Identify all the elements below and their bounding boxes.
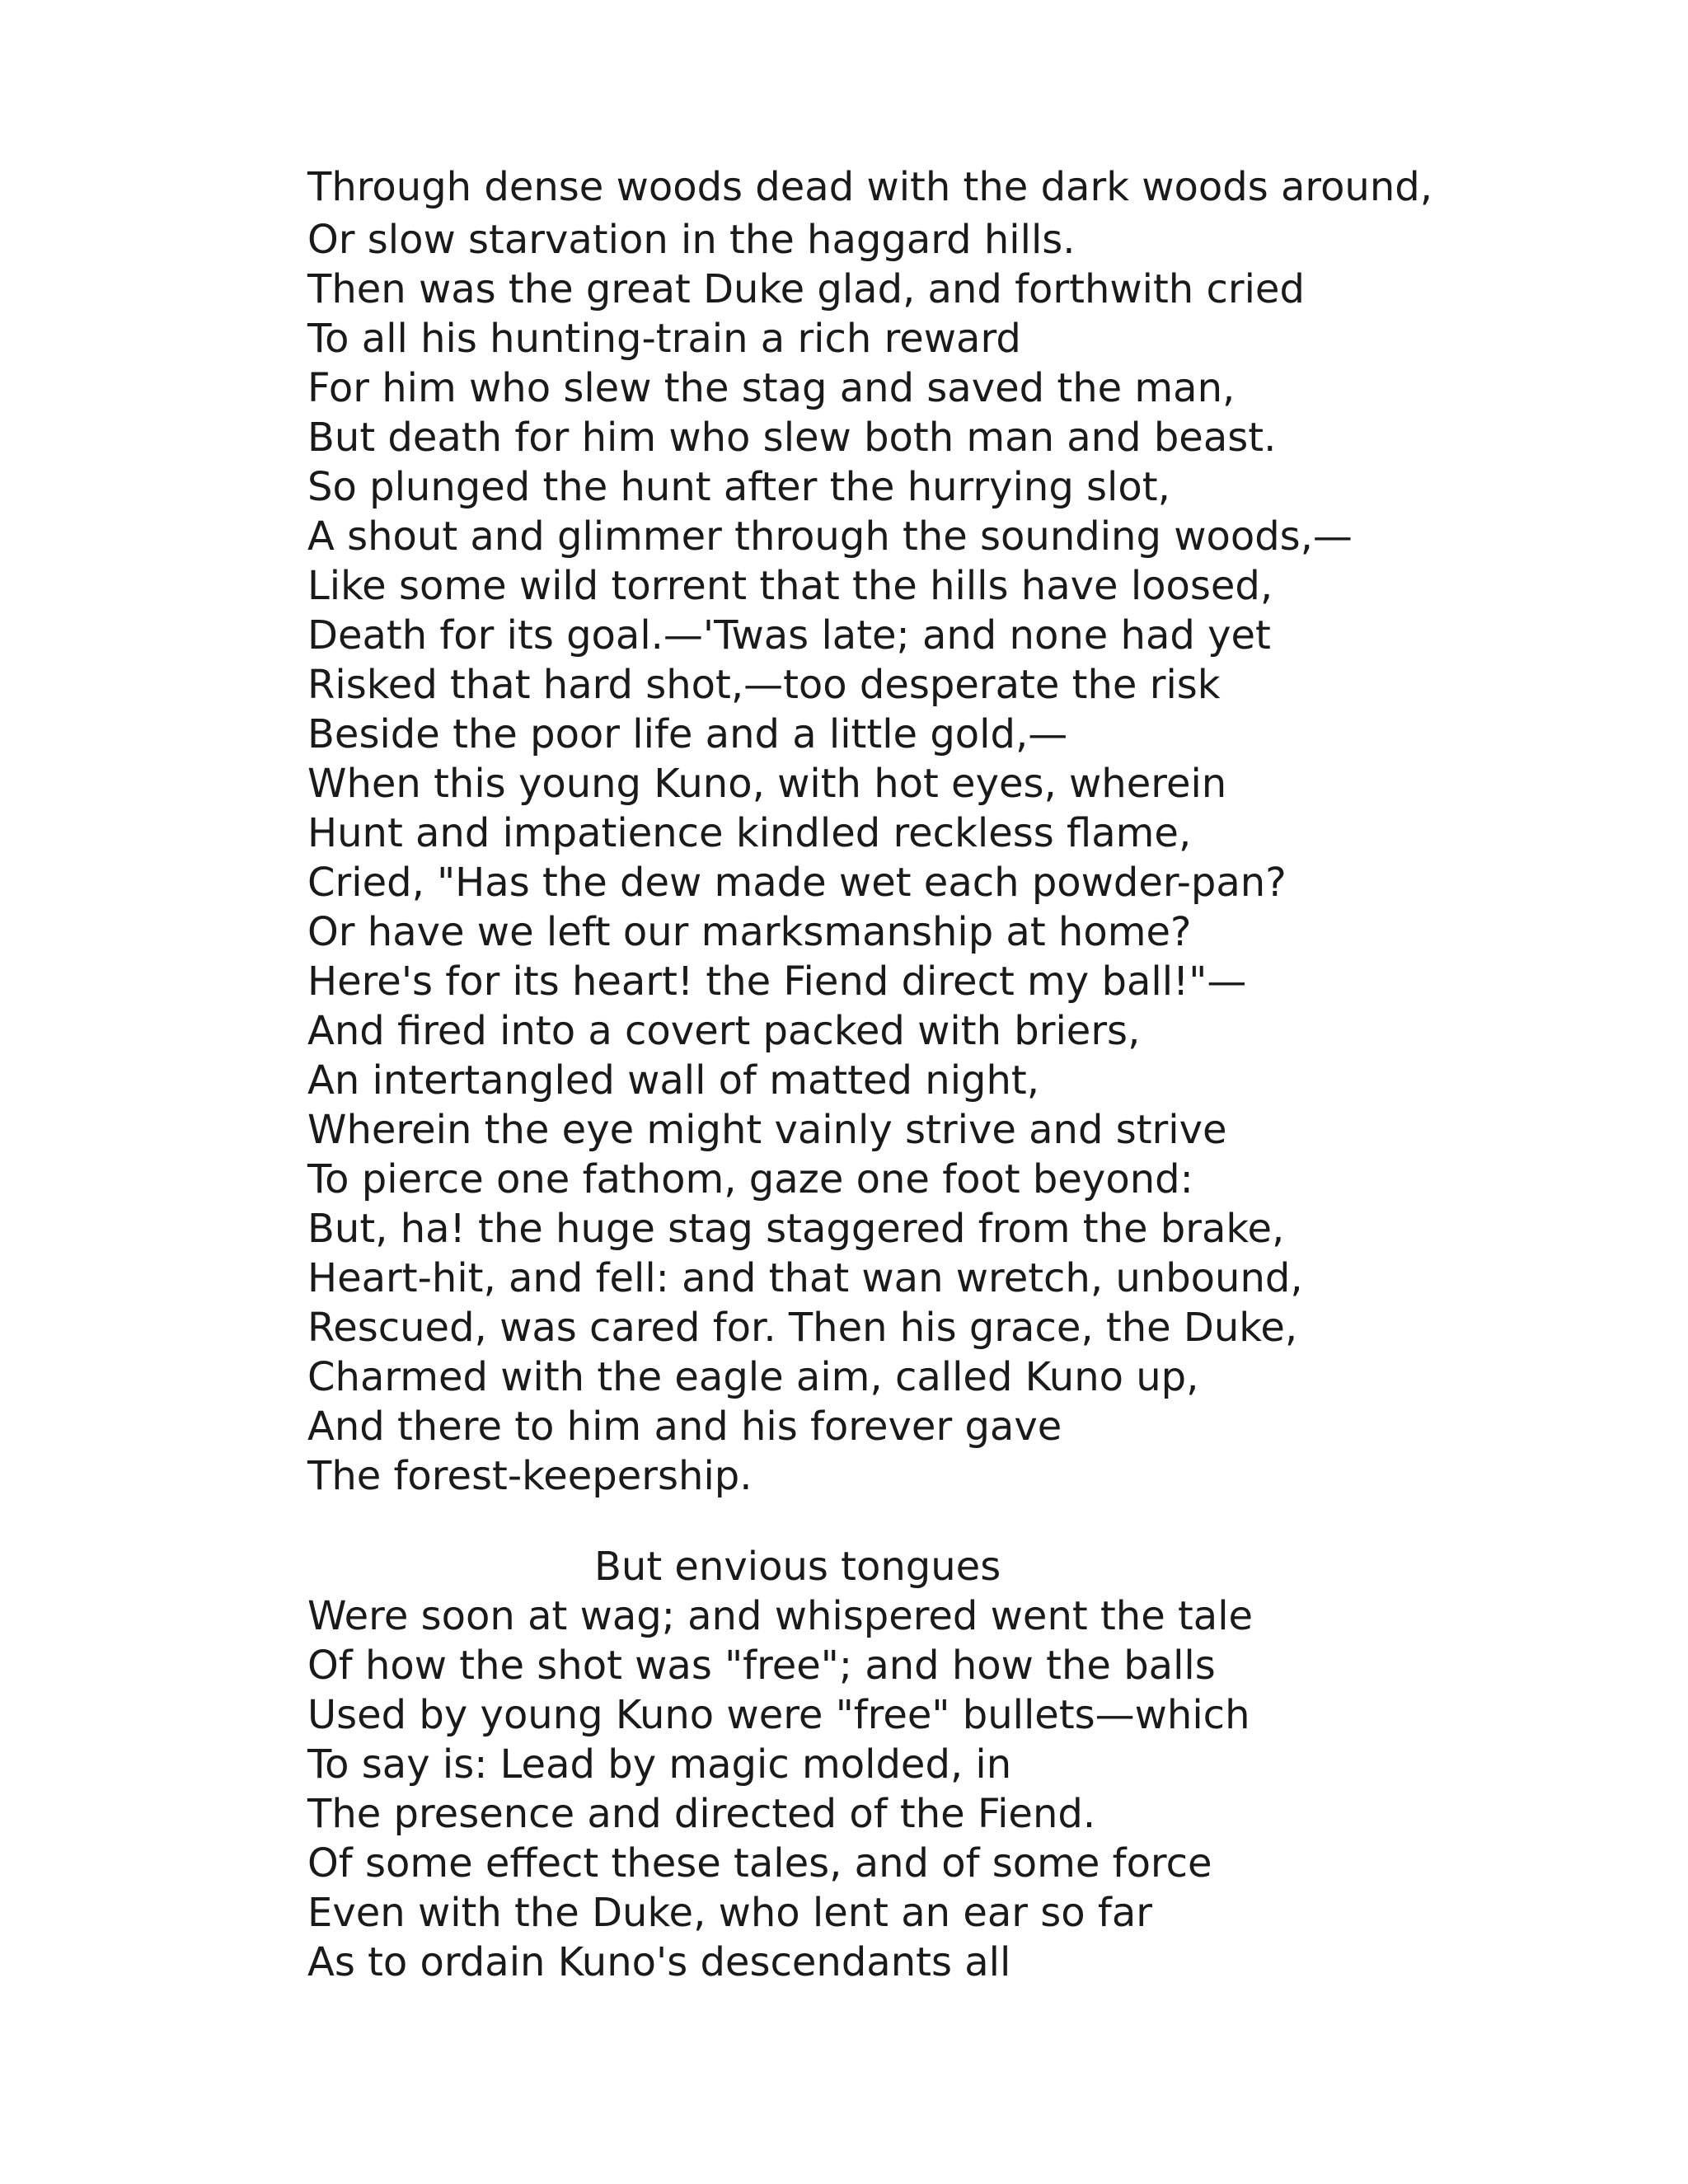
poem-line: To say is: Lead by magic molded, in [307, 1741, 1012, 1788]
poem-line: So plunged the hunt after the hurrying slot, [307, 464, 1170, 510]
poem-line: And fired into a covert packed with briers, [307, 1008, 1141, 1054]
stanza-2 [307, 1542, 1626, 1987]
poem-line: Like some wild torrent that the hills have loosed, [307, 563, 1273, 609]
poem-line: Cried, "Has the dew made wet each powder-pan? [307, 860, 1287, 906]
cut-off-line-text: Through dense woods dead with the dark woods around, [307, 164, 1432, 210]
poem-line: Beside the poor life and a little gold,— [307, 711, 1068, 757]
poem-line: And there to him and his forever gave [307, 1404, 1062, 1450]
poem-line: Of how the shot was "free"; and how the balls [307, 1643, 1216, 1689]
poem-line: The presence and directed of the Fiend. [307, 1791, 1096, 1837]
poem-line: Hunt and impatience kindled reckless flame, [307, 810, 1192, 856]
poem-line-indented: But envious tongues [594, 1544, 1001, 1590]
poem-line: The forest-keepership. [307, 1453, 753, 1499]
poem-line: Or have we left our marksmanship at home? [307, 909, 1192, 955]
poem-text [307, 164, 1626, 1987]
poem-line: When this young Kuno, with hot eyes, wherein [307, 761, 1227, 807]
stanza-gap [307, 1501, 1626, 1542]
cut-off-line [307, 164, 1626, 215]
poem-line: As to ordain Kuno's descendants all [307, 1939, 1011, 1985]
poem-line: To all his hunting-train a rich reward [307, 316, 1021, 362]
poem-line: Or slow starvation in the haggard hills. [307, 217, 1076, 263]
stanza-1 [307, 215, 1626, 1501]
poem-line: Heart-hit, and fell: and that wan wretch, unbound, [307, 1255, 1303, 1301]
poem-line: Then was the great Duke glad, and forthwith cried [307, 266, 1305, 312]
poem-line: Even with the Duke, who lent an ear so far [307, 1890, 1152, 1936]
poem-line: Wherein the eye might vainly strive and strive [307, 1107, 1227, 1153]
poem-line: To pierce one fathom, gaze one foot beyond: [307, 1156, 1193, 1202]
poem-line: Rescued, was cared for. Then his grace, the Duke, [307, 1305, 1298, 1351]
poem-line: But death for him who slew both man and beast. [307, 415, 1277, 461]
poem-line: For him who slew the stag and saved the man, [307, 365, 1236, 411]
poem-line: Death for its goal.—'Twas late; and none had yet [307, 612, 1271, 658]
poem-line: Of some effect these tales, and of some force [307, 1840, 1212, 1886]
poem-line: Charmed with the eagle aim, called Kuno up, [307, 1354, 1199, 1400]
poem-line: Used by young Kuno were "free" bullets—which [307, 1692, 1250, 1738]
poem-line: A shout and glimmer through the sounding woods,— [307, 513, 1353, 560]
poem-line: Here's for its heart! the Fiend direct my ball!"— [307, 958, 1247, 1005]
poem-line: But, ha! the huge stag staggered from the brake, [307, 1206, 1285, 1252]
poem-line: Risked that hard shot,—too desperate the risk [307, 662, 1221, 708]
poem-line: An intertangled wall of matted night, [307, 1057, 1039, 1104]
poem-line: Were soon at wag; and whispered went the tale [307, 1593, 1254, 1639]
